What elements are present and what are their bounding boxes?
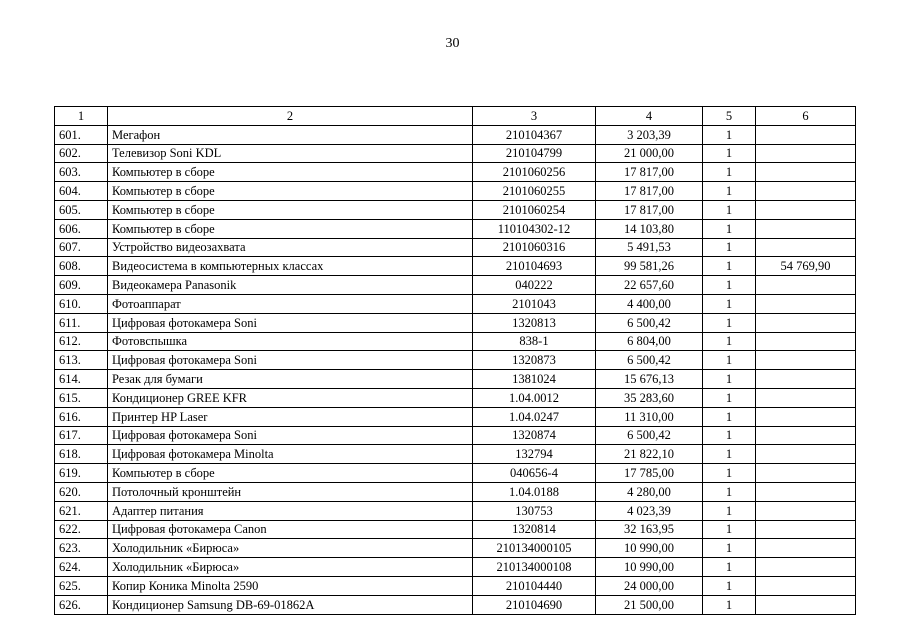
price-cell: 17 785,00 [596, 464, 703, 483]
price-cell: 21 822,10 [596, 445, 703, 464]
item-name-cell: Телевизор Soni KDL [108, 144, 473, 163]
extra-value-cell [756, 388, 856, 407]
price-cell: 10 990,00 [596, 539, 703, 558]
inventory-code-cell: 1320814 [473, 520, 596, 539]
extra-value-cell [756, 144, 856, 163]
row-number-cell: 601. [55, 125, 108, 144]
inventory-code-cell: 1320873 [473, 351, 596, 370]
price-cell: 4 280,00 [596, 482, 703, 501]
extra-value-cell [756, 200, 856, 219]
quantity-cell: 1 [703, 407, 756, 426]
item-name-cell: Компьютер в сборе [108, 464, 473, 483]
item-name-cell: Устройство видеозахвата [108, 238, 473, 257]
quantity-cell: 1 [703, 558, 756, 577]
inventory-code-cell: 210104799 [473, 144, 596, 163]
quantity-cell: 1 [703, 501, 756, 520]
price-cell: 15 676,13 [596, 370, 703, 389]
inventory-code-cell: 1320813 [473, 313, 596, 332]
inventory-table [54, 106, 856, 615]
table-row [55, 520, 856, 539]
quantity-cell: 1 [703, 257, 756, 276]
quantity-cell: 1 [703, 313, 756, 332]
table-header-row [55, 107, 856, 126]
extra-value-cell [756, 351, 856, 370]
table-row [55, 276, 856, 295]
inventory-code-cell: 2101060256 [473, 163, 596, 182]
price-cell: 4 023,39 [596, 501, 703, 520]
row-number-cell: 624. [55, 558, 108, 577]
table-row [55, 219, 856, 238]
inventory-code-cell: 1.04.0188 [473, 482, 596, 501]
item-name-cell: Цифровая фотокамера Minolta [108, 445, 473, 464]
table-row [55, 163, 856, 182]
row-number-cell: 625. [55, 576, 108, 595]
inventory-code-cell: 838-1 [473, 332, 596, 351]
item-name-cell: Мегафон [108, 125, 473, 144]
item-name-cell: Кондиционер Samsung DB-69-01862A [108, 595, 473, 614]
column-header-6: 6 [756, 107, 856, 126]
extra-value-cell [756, 426, 856, 445]
extra-value-cell [756, 520, 856, 539]
quantity-cell: 1 [703, 276, 756, 295]
table-row [55, 558, 856, 577]
quantity-cell: 1 [703, 576, 756, 595]
extra-value-cell [756, 294, 856, 313]
table-row [55, 144, 856, 163]
price-cell: 35 283,60 [596, 388, 703, 407]
column-header-5: 5 [703, 107, 756, 126]
table-row [55, 407, 856, 426]
item-name-cell: Компьютер в сборе [108, 182, 473, 201]
table-row [55, 182, 856, 201]
item-name-cell: Холодильник «Бирюса» [108, 558, 473, 577]
inventory-code-cell: 210134000105 [473, 539, 596, 558]
quantity-cell: 1 [703, 464, 756, 483]
item-name-cell: Цифровая фотокамера Soni [108, 351, 473, 370]
row-number-cell: 606. [55, 219, 108, 238]
item-name-cell: Видеосистема в компьютерных классах [108, 257, 473, 276]
row-number-cell: 619. [55, 464, 108, 483]
extra-value-cell [756, 595, 856, 614]
extra-value-cell [756, 370, 856, 389]
quantity-cell: 1 [703, 163, 756, 182]
table-row [55, 238, 856, 257]
row-number-cell: 621. [55, 501, 108, 520]
column-header-4: 4 [596, 107, 703, 126]
price-cell: 6 500,42 [596, 351, 703, 370]
row-number-cell: 620. [55, 482, 108, 501]
price-cell: 11 310,00 [596, 407, 703, 426]
extra-value-cell [756, 464, 856, 483]
inventory-code-cell: 210104693 [473, 257, 596, 276]
inventory-code-cell: 040222 [473, 276, 596, 295]
extra-value-cell [756, 501, 856, 520]
item-name-cell: Копир Коника Minolta 2590 [108, 576, 473, 595]
inventory-code-cell: 2101060254 [473, 200, 596, 219]
row-number-cell: 607. [55, 238, 108, 257]
extra-value-cell [756, 276, 856, 295]
extra-value-cell [756, 163, 856, 182]
quantity-cell: 1 [703, 595, 756, 614]
price-cell: 22 657,60 [596, 276, 703, 295]
table-row [55, 482, 856, 501]
table-row [55, 595, 856, 614]
extra-value-cell [756, 125, 856, 144]
column-header-3: 3 [473, 107, 596, 126]
extra-value-cell [756, 182, 856, 201]
price-cell: 24 000,00 [596, 576, 703, 595]
row-number-cell: 623. [55, 539, 108, 558]
quantity-cell: 1 [703, 539, 756, 558]
table-row [55, 351, 856, 370]
column-header-1: 1 [55, 107, 108, 126]
inventory-code-cell: 1381024 [473, 370, 596, 389]
table-row [55, 370, 856, 389]
row-number-cell: 608. [55, 257, 108, 276]
quantity-cell: 1 [703, 238, 756, 257]
table-row [55, 313, 856, 332]
inventory-code-cell: 132794 [473, 445, 596, 464]
inventory-code-cell: 210104367 [473, 125, 596, 144]
price-cell: 21 500,00 [596, 595, 703, 614]
extra-value-cell [756, 238, 856, 257]
extra-value-cell [756, 219, 856, 238]
price-cell: 32 163,95 [596, 520, 703, 539]
quantity-cell: 1 [703, 520, 756, 539]
table-row [55, 539, 856, 558]
row-number-cell: 610. [55, 294, 108, 313]
table-row [55, 501, 856, 520]
quantity-cell: 1 [703, 200, 756, 219]
table-row [55, 125, 856, 144]
table-row [55, 200, 856, 219]
inventory-code-cell: 210104440 [473, 576, 596, 595]
inventory-code-cell: 2101060316 [473, 238, 596, 257]
table-row [55, 445, 856, 464]
row-number-cell: 618. [55, 445, 108, 464]
table-row [55, 576, 856, 595]
quantity-cell: 1 [703, 219, 756, 238]
row-number-cell: 604. [55, 182, 108, 201]
quantity-cell: 1 [703, 445, 756, 464]
extra-value-cell [756, 576, 856, 595]
inventory-code-cell: 1.04.0012 [473, 388, 596, 407]
inventory-code-cell: 210134000108 [473, 558, 596, 577]
row-number-cell: 609. [55, 276, 108, 295]
price-cell: 5 491,53 [596, 238, 703, 257]
item-name-cell: Компьютер в сборе [108, 163, 473, 182]
item-name-cell: Цифровая фотокамера Soni [108, 426, 473, 445]
row-number-cell: 603. [55, 163, 108, 182]
row-number-cell: 612. [55, 332, 108, 351]
quantity-cell: 1 [703, 182, 756, 201]
quantity-cell: 1 [703, 351, 756, 370]
inventory-code-cell: 2101060255 [473, 182, 596, 201]
extra-value-cell [756, 445, 856, 464]
inventory-code-cell: 130753 [473, 501, 596, 520]
table-row [55, 426, 856, 445]
extra-value-cell [756, 313, 856, 332]
item-name-cell: Принтер HP Laser [108, 407, 473, 426]
row-number-cell: 605. [55, 200, 108, 219]
item-name-cell: Фотовспышка [108, 332, 473, 351]
inventory-code-cell: 2101043 [473, 294, 596, 313]
extra-value-cell [756, 539, 856, 558]
row-number-cell: 617. [55, 426, 108, 445]
page-number: 30 [445, 36, 460, 51]
price-cell: 99 581,26 [596, 257, 703, 276]
item-name-cell: Цифровая фотокамера Soni [108, 313, 473, 332]
table-row [55, 257, 856, 276]
quantity-cell: 1 [703, 388, 756, 407]
item-name-cell: Холодильник «Бирюса» [108, 539, 473, 558]
price-cell: 3 203,39 [596, 125, 703, 144]
row-number-cell: 615. [55, 388, 108, 407]
extra-value-cell: 54 769,90 [756, 257, 856, 276]
column-header-2: 2 [108, 107, 473, 126]
quantity-cell: 1 [703, 426, 756, 445]
inventory-code-cell: 210104690 [473, 595, 596, 614]
quantity-cell: 1 [703, 294, 756, 313]
extra-value-cell [756, 332, 856, 351]
row-number-cell: 602. [55, 144, 108, 163]
item-name-cell: Видеокамера Panasonik [108, 276, 473, 295]
price-cell: 21 000,00 [596, 144, 703, 163]
item-name-cell: Компьютер в сборе [108, 200, 473, 219]
extra-value-cell [756, 407, 856, 426]
row-number-cell: 622. [55, 520, 108, 539]
row-number-cell: 613. [55, 351, 108, 370]
inventory-code-cell: 1320874 [473, 426, 596, 445]
item-name-cell: Потолочный кронштейн [108, 482, 473, 501]
price-cell: 17 817,00 [596, 182, 703, 201]
price-cell: 6 500,42 [596, 426, 703, 445]
price-cell: 17 817,00 [596, 163, 703, 182]
quantity-cell: 1 [703, 332, 756, 351]
inventory-code-cell: 1.04.0247 [473, 407, 596, 426]
table-row [55, 388, 856, 407]
row-number-cell: 616. [55, 407, 108, 426]
item-name-cell: Цифровая фотокамера Canon [108, 520, 473, 539]
table-row [55, 294, 856, 313]
row-number-cell: 614. [55, 370, 108, 389]
table-row [55, 464, 856, 483]
item-name-cell: Адаптер питания [108, 501, 473, 520]
price-cell: 17 817,00 [596, 200, 703, 219]
quantity-cell: 1 [703, 370, 756, 389]
quantity-cell: 1 [703, 482, 756, 501]
table-row [55, 332, 856, 351]
row-number-cell: 626. [55, 595, 108, 614]
quantity-cell: 1 [703, 125, 756, 144]
price-cell: 4 400,00 [596, 294, 703, 313]
extra-value-cell [756, 482, 856, 501]
price-cell: 6 804,00 [596, 332, 703, 351]
inventory-code-cell: 040656-4 [473, 464, 596, 483]
item-name-cell: Резак для бумаги [108, 370, 473, 389]
price-cell: 14 103,80 [596, 219, 703, 238]
table-body [55, 125, 856, 614]
row-number-cell: 611. [55, 313, 108, 332]
price-cell: 6 500,42 [596, 313, 703, 332]
price-cell: 10 990,00 [596, 558, 703, 577]
item-name-cell: Фотоаппарат [108, 294, 473, 313]
inventory-code-cell: 110104302-12 [473, 219, 596, 238]
item-name-cell: Кондиционер GREE KFR [108, 388, 473, 407]
extra-value-cell [756, 558, 856, 577]
quantity-cell: 1 [703, 144, 756, 163]
item-name-cell: Компьютер в сборе [108, 219, 473, 238]
